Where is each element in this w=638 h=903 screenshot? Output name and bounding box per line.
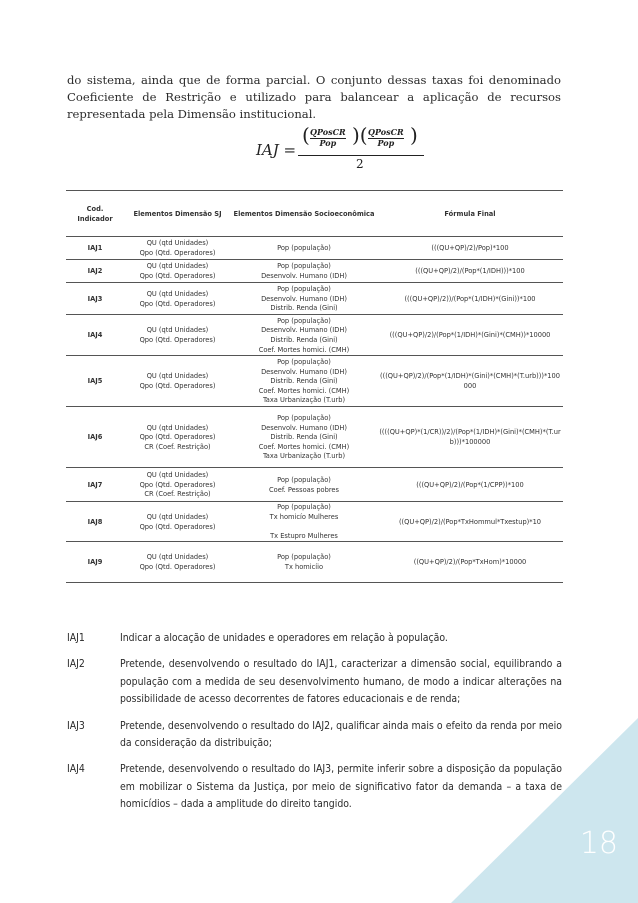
- sj-elements-line: Qpo (Qtd. Operadores): [139, 479, 216, 489]
- final-formula: (((QU+QP)/2)/(Pop*(1/CPP))*100: [377, 468, 563, 502]
- formula-fraction-left: QPosCR Pop: [310, 127, 346, 148]
- sj-elements-line: Qpo (Qtd. Operadores): [139, 562, 216, 571]
- sj-elements-line: QU (qtd Unidades): [146, 261, 209, 271]
- indicator-code: IAJ7: [66, 468, 124, 502]
- indicator-code: IAJ4: [66, 315, 124, 356]
- table-row: [66, 542, 563, 583]
- sj-elements-line: QU (qtd Unidades): [146, 238, 209, 248]
- final-formula: ((QU+QP)/2)/(Pop*TxHommul*Txestup)*10: [377, 502, 563, 542]
- socio-elements-line: Pop (população): [277, 243, 331, 253]
- sj-elements-line: QU (qtd Unidades): [146, 371, 209, 381]
- socio-elements-line: [233, 522, 375, 532]
- header-code: Cod. Indicador: [66, 191, 124, 237]
- sj-elements-line: Qpo (Qtd. Operadores): [139, 381, 216, 390]
- socio-elements-line: Pop (população): [277, 502, 331, 512]
- final-formula: ((((QU+QP)*(1/CR))/2)/(Pop*(1/IDH)*(Gini)*(CMH)*(T.urb)))*100000: [377, 407, 563, 468]
- iaj-formula: [256, 123, 426, 176]
- sj-elements-line: CR (Coef. Restrição): [144, 441, 211, 451]
- formula-numerator: ( QPosCR Pop )( QPosCR Pop ): [302, 123, 418, 148]
- sj-elements-line: Qpo (Qtd. Operadores): [139, 271, 216, 280]
- socio-elements-line: Tx homicíio: [284, 562, 324, 571]
- indicator-code: IAJ6: [66, 407, 124, 468]
- header-sj: Elementos Dimensão SJ: [124, 191, 231, 237]
- socio-elements-line: Pop (população): [277, 474, 331, 484]
- socio-elements: [231, 283, 377, 315]
- socio-elements: [231, 356, 377, 407]
- table-row: [66, 356, 563, 407]
- socio-elements-line: Desenvolv. Humano (IDH): [261, 271, 347, 280]
- sj-elements: [124, 468, 231, 502]
- table-row: [66, 283, 563, 315]
- socio-elements-line: Distrib. Renda (Gini): [270, 376, 338, 386]
- final-formula: (((QU+QP)/2)/(Pop*(1/IDH)*(Gini)*(CMH)*(T.urb)))*100000: [377, 356, 563, 407]
- header-formula: Fórmula Final: [377, 191, 563, 237]
- indicator-code: IAJ1: [66, 237, 124, 260]
- sj-elements-line: QU (qtd Unidades): [146, 288, 209, 298]
- formula-fraction-right: QPosCR Pop: [368, 127, 404, 148]
- socio-elements-line: Tx Estupro Mulheres: [270, 531, 338, 541]
- socio-elements: [231, 260, 377, 283]
- sj-elements-line: QU (qtd Unidades): [146, 470, 209, 480]
- socio-elements-line: Desenvolv. Humano (IDH): [261, 422, 347, 432]
- socio-elements-line: Pop (população): [277, 284, 331, 294]
- sj-elements-line: Qpo (Qtd. Operadores): [139, 432, 216, 442]
- indicator-code: IAJ2: [66, 260, 124, 283]
- sj-elements: [124, 237, 231, 260]
- socio-elements-line: Distrib. Renda (Gini): [270, 432, 338, 442]
- intro-paragraph: do sistema, ainda que de forma parcial. O conjunto dessas taxas foi denominado Coeficiente de Restrição e utilizado para balancear a aplicação de recursos representada pela Dimensão institucional.: [67, 73, 561, 121]
- sj-elements-line: Qpo (Qtd. Operadores): [139, 298, 216, 308]
- definition-key: IAJ2: [67, 658, 85, 671]
- sj-elements-line: Qpo (Qtd. Operadores): [139, 521, 216, 531]
- page-number: 18: [579, 826, 618, 861]
- indicator-code: IAJ9: [66, 542, 124, 583]
- socio-elements-line: Distrib. Renda (Gini): [270, 335, 338, 344]
- sj-elements-line: CR (Coef. Restrição): [144, 489, 211, 499]
- sj-elements: [124, 283, 231, 315]
- sj-elements: [124, 542, 231, 583]
- socio-elements: [231, 542, 377, 583]
- socio-elements: [231, 407, 377, 468]
- socio-elements-line: Coef. Pessoas pobres: [269, 484, 339, 494]
- formula-fraction-bar: [298, 155, 424, 156]
- socio-elements-line: Pop (população): [277, 315, 331, 325]
- formula-lhs: IAJ =: [256, 141, 297, 159]
- sj-elements: [124, 260, 231, 283]
- socio-elements-line: Coef. Mortes homici. (CMH): [258, 344, 350, 354]
- socio-elements: [231, 315, 377, 356]
- corner-decoration: [451, 718, 638, 903]
- socio-elements-line: Pop (população): [277, 552, 331, 562]
- socio-elements-line: Pop (população): [277, 357, 331, 367]
- definition-key: IAJ4: [67, 763, 85, 776]
- socio-elements-line: Tx homicío Mulheres: [269, 511, 339, 521]
- definition-text: Indicar a alocação de unidades e operadores em relação à população.: [120, 632, 448, 644]
- indicator-code: IAJ3: [66, 283, 124, 315]
- sj-elements-line: QU (qtd Unidades): [146, 325, 209, 335]
- sj-elements: [124, 407, 231, 468]
- table-row: [66, 502, 563, 542]
- socio-elements-line: Coef. Mortes homici. (CMH): [258, 441, 350, 451]
- final-formula: (((QU+QP)/2)/(Pop*(1/IDH)*(Gini)*(CMH))*10000: [377, 315, 563, 356]
- socio-elements-line: Desenvolv. Humano (IDH): [261, 366, 347, 376]
- indicator-code: IAJ5: [66, 356, 124, 407]
- definition-item: [67, 656, 562, 708]
- table-header-row: [66, 191, 563, 237]
- socio-elements: [231, 468, 377, 502]
- socio-elements-line: Pop (população): [277, 413, 331, 423]
- socio-elements-line: Taxa Urbanização (T.urb): [262, 451, 346, 461]
- socio-elements-line: Pop (população): [277, 261, 331, 271]
- table-row: [66, 315, 563, 356]
- sj-elements-line: QU (qtd Unidades): [146, 511, 209, 521]
- table-row: [66, 260, 563, 283]
- socio-elements-line: Desenvolv. Humano (IDH): [261, 293, 347, 303]
- header-socio: Elementos Dimensão Socioeconômica: [231, 191, 377, 237]
- final-formula: (((QU+QP)/2))/(Pop*(1/IDH)*(Gini))*100: [377, 283, 563, 315]
- indicator-code: IAJ8: [66, 502, 124, 542]
- formula-divisor: 2: [356, 157, 364, 171]
- socio-elements-line: Coef. Mortes homici. (CMH): [258, 385, 350, 395]
- final-formula: (((QU+QP)/2)/Pop)*100: [377, 237, 563, 260]
- sj-elements-line: QU (qtd Unidades): [146, 552, 209, 562]
- socio-elements: [231, 237, 377, 260]
- final-formula: ((QU+QP)/2)/(Pop*TxHom)*10000: [377, 542, 563, 583]
- table-row: [66, 407, 563, 468]
- table-row: [66, 237, 563, 260]
- definition-text: Pretende, desenvolvendo o resultado do IAJ3, permite inferir sobre a disposição da população em mobilizar o Sistema da Justiça, por meio de significativo fator da demanda – a taxa de homicídios – dada a amplitude do direito tangido.: [120, 763, 562, 811]
- definition-key: IAJ1: [67, 632, 85, 644]
- sj-elements: [124, 356, 231, 407]
- socio-elements-line: Distrib. Renda (Gini): [270, 303, 338, 313]
- definition-key: IAJ3: [67, 719, 85, 732]
- sj-elements-line: Qpo (Qtd. Operadores): [139, 335, 216, 344]
- socio-elements: [231, 502, 377, 542]
- sj-elements: [124, 315, 231, 356]
- definition-text: Pretende, desenvolvendo o resultado do IAJ2, qualificar ainda mais o efeito da renda por meio da consideração da distribuição;: [120, 719, 562, 750]
- indicators-table: [66, 190, 563, 583]
- definition-item: [67, 630, 562, 647]
- final-formula: (((QU+QP)/2)/(Pop*(1/IDH)))*100: [377, 260, 563, 283]
- socio-elements-line: Desenvolv. Humano (IDH): [261, 325, 347, 335]
- sj-elements-line: Qpo (Qtd. Operadores): [139, 248, 216, 257]
- definition-text: Pretende, desenvolvendo o resultado do IAJ1, caracterizar a dimensão social, equilibrando a população com a medida de seu desenvolvimento humano, de modo a indicar alterações na possibilidade de acesso decorrentes de fatores educacionais e de renda;: [120, 658, 562, 706]
- table-row: [66, 468, 563, 502]
- sj-elements: [124, 502, 231, 542]
- sj-elements-line: QU (qtd Unidades): [146, 422, 209, 432]
- socio-elements-line: Taxa Urbanização (T.urb): [262, 395, 346, 405]
